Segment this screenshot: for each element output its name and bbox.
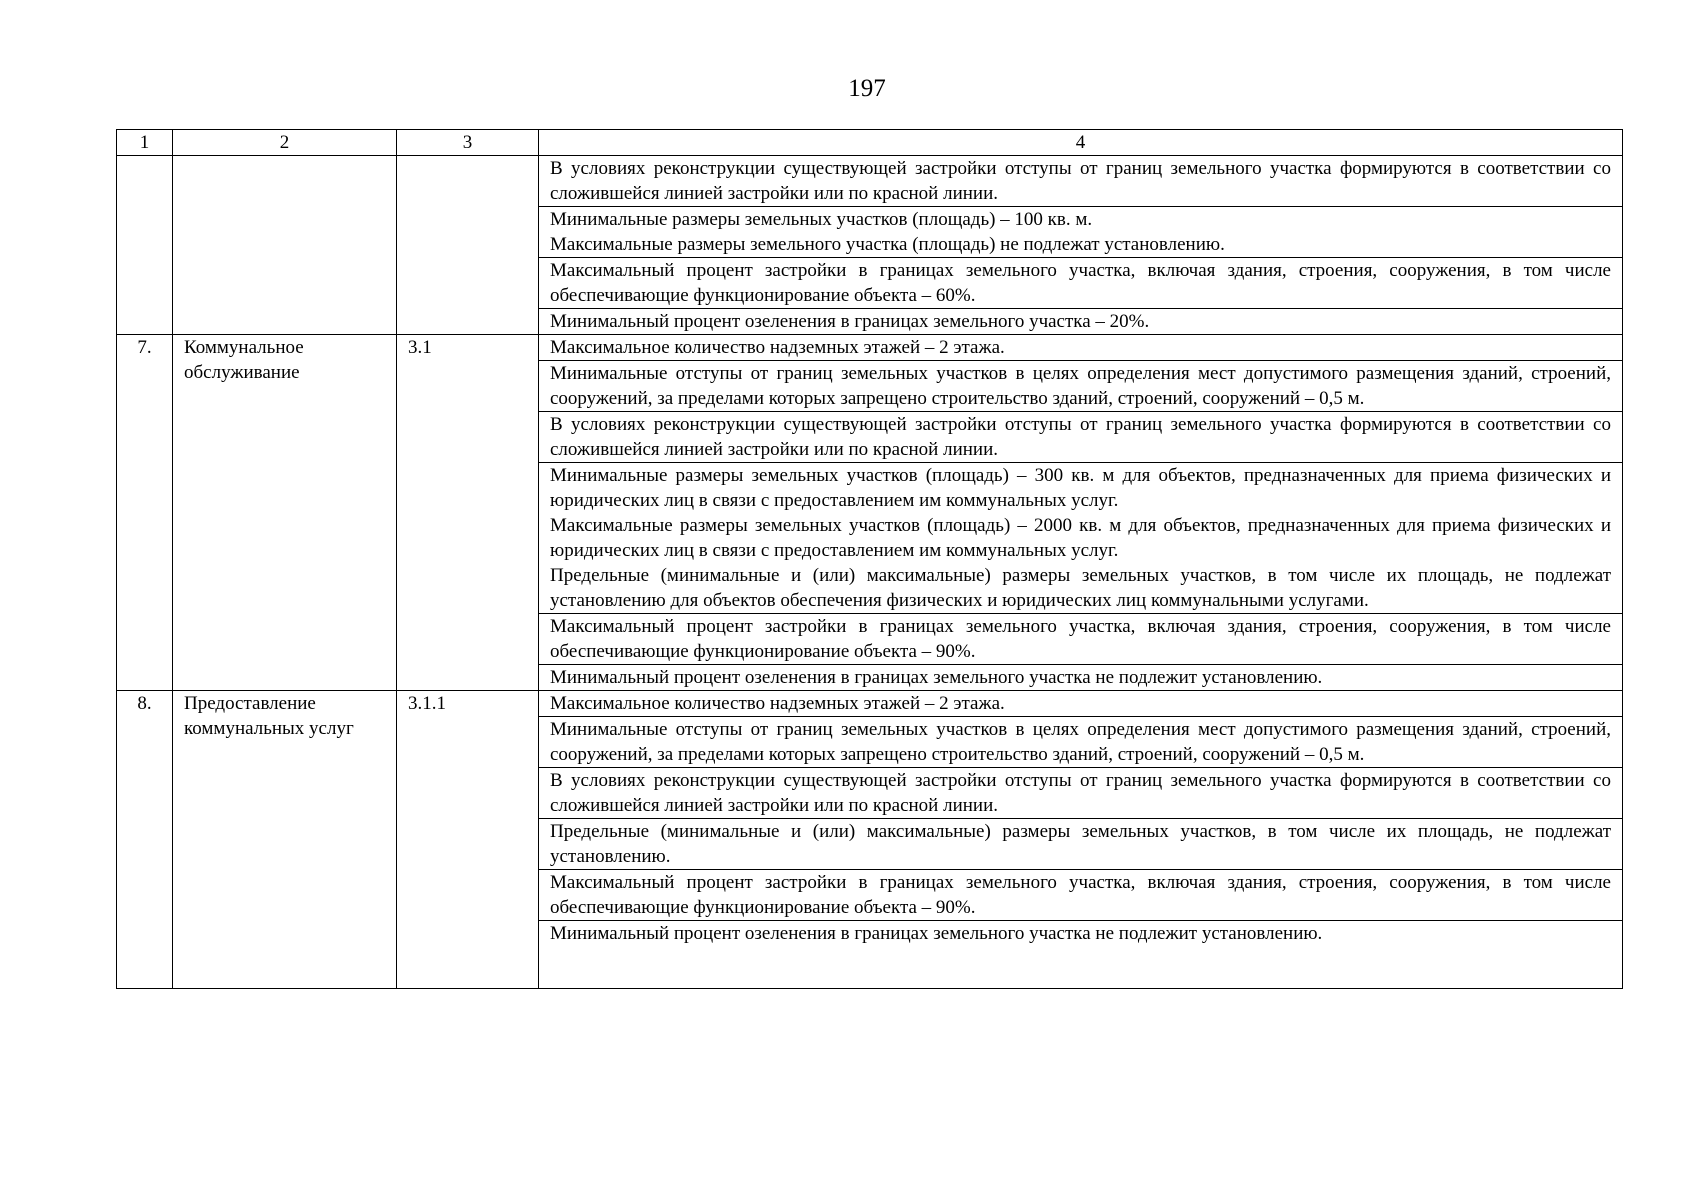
entry-name: Коммунальное обслуживание [173, 335, 397, 691]
requirement-text: Предельные (минимальные и (или) максимальные) размеры земельных участков, в том числе их площадь, не подлежат установлению для объектов обеспечения физических и юридических лиц коммунальными услугами. [550, 565, 1611, 611]
entry-number: 7. [117, 335, 173, 691]
requirement-cell [539, 768, 1623, 819]
requirement-text: Предельные (минимальные и (или) максимальные) размеры земельных участков, в том числе их площадь, не подлежат установлению. [550, 821, 1611, 867]
requirement-cell [539, 463, 1623, 614]
empty-cell [397, 156, 539, 335]
header-cell-4: 4 [539, 130, 1623, 156]
requirement-cell [539, 819, 1623, 870]
requirement-cell [539, 335, 1623, 361]
requirement-text: Минимальный процент озеленения в границах земельного участка не подлежит установлению. [550, 923, 1323, 944]
table-row [117, 335, 1623, 361]
requirement-cell [539, 921, 1623, 947]
requirement-cell [539, 870, 1623, 921]
requirement-text: В условиях реконструкции существующей застройки отступы от границ земельного участка формируются в соответствии со сложившейся линией застройки или по красной линии. [550, 414, 1611, 460]
requirement-text: Минимальный процент озеленения в границах земельного участка – 20%. [550, 311, 1150, 332]
requirement-cell [539, 309, 1623, 335]
requirement-cell [539, 691, 1623, 717]
regulations-table [116, 129, 1623, 989]
header-cell-2: 2 [173, 130, 397, 156]
requirement-text: Максимальные размеры земельного участка (площадь) не подлежат установлению. [550, 234, 1225, 255]
page-number: 197 [848, 75, 886, 102]
entry-code: 3.1 [397, 335, 539, 691]
requirement-text: Максимальный процент застройки в границах земельного участка, включая здания, строения, сооружения, в том числе обеспечивающие функционирование объекта – 90%. [550, 872, 1611, 918]
table-header-row [117, 130, 1623, 156]
requirement-cell [539, 156, 1623, 207]
header-cell-1: 1 [117, 130, 173, 156]
requirement-text: Минимальные отступы от границ земельных участков в целях определения мест допустимого размещения зданий, строений, сооружений, за пределами которых запрещено строительство зданий, строений, сооружений – 0,5 м. [550, 719, 1611, 765]
requirement-text: Максимальный процент застройки в границах земельного участка, включая здания, строения, сооружения, в том числе обеспечивающие функционирование объекта – 90%. [550, 616, 1611, 662]
table-row [117, 691, 1623, 717]
table-body [117, 130, 1623, 989]
requirement-text: В условиях реконструкции существующей застройки отступы от границ земельного участка формируются в соответствии со сложившейся линией застройки или по красной линии. [550, 770, 1611, 816]
header-cell-3: 3 [397, 130, 539, 156]
requirement-text: Максимальное количество надземных этажей – 2 этажа. [550, 337, 1005, 358]
requirement-text: В условиях реконструкции существующей застройки отступы от границ земельного участка формируются в соответствии со сложившейся линией застройки или по красной линии. [550, 158, 1611, 204]
requirement-cell [539, 665, 1623, 691]
requirement-text: Максимальное количество надземных этажей – 2 этажа. [550, 693, 1005, 714]
entry-name: Предоставление коммунальных услуг [173, 691, 397, 989]
entry-number: 8. [117, 691, 173, 989]
requirement-text: Минимальные отступы от границ земельных участков в целях определения мест допустимого размещения зданий, строений, сооружений, за пределами которых запрещено строительство зданий, строений, сооружений – 0,5 м. [550, 363, 1611, 409]
requirement-text: Максимальные размеры земельных участков (площадь) – 2000 кв. м для объектов, предназначенных для приема физических и юридических лиц в связи с предоставлением им коммунальных услуг. [550, 515, 1611, 561]
entry-code: 3.1.1 [397, 691, 539, 989]
requirement-cell [539, 258, 1623, 309]
requirement-cell [539, 614, 1623, 665]
empty-cell [117, 156, 173, 335]
empty-cell [173, 156, 397, 335]
requirement-text: Минимальные размеры земельных участков (площадь) – 100 кв. м. [550, 209, 1093, 230]
table-row [117, 156, 1623, 207]
requirement-cell [539, 412, 1623, 463]
requirement-cell [539, 207, 1623, 258]
requirement-cell [539, 361, 1623, 412]
requirement-text: Минимальный процент озеленения в границах земельного участка не подлежит установлению. [550, 667, 1323, 688]
requirement-cell [539, 717, 1623, 768]
requirement-text: Максимальный процент застройки в границах земельного участка, включая здания, строения, сооружения, в том числе обеспечивающие функционирование объекта – 60%. [550, 260, 1611, 306]
requirement-text: Минимальные размеры земельных участков (площадь) – 300 кв. м для объектов, предназначенных для приема физических и юридических лиц в связи с предоставлением им коммунальных услуг. [550, 465, 1611, 511]
empty-cell [539, 946, 1623, 989]
